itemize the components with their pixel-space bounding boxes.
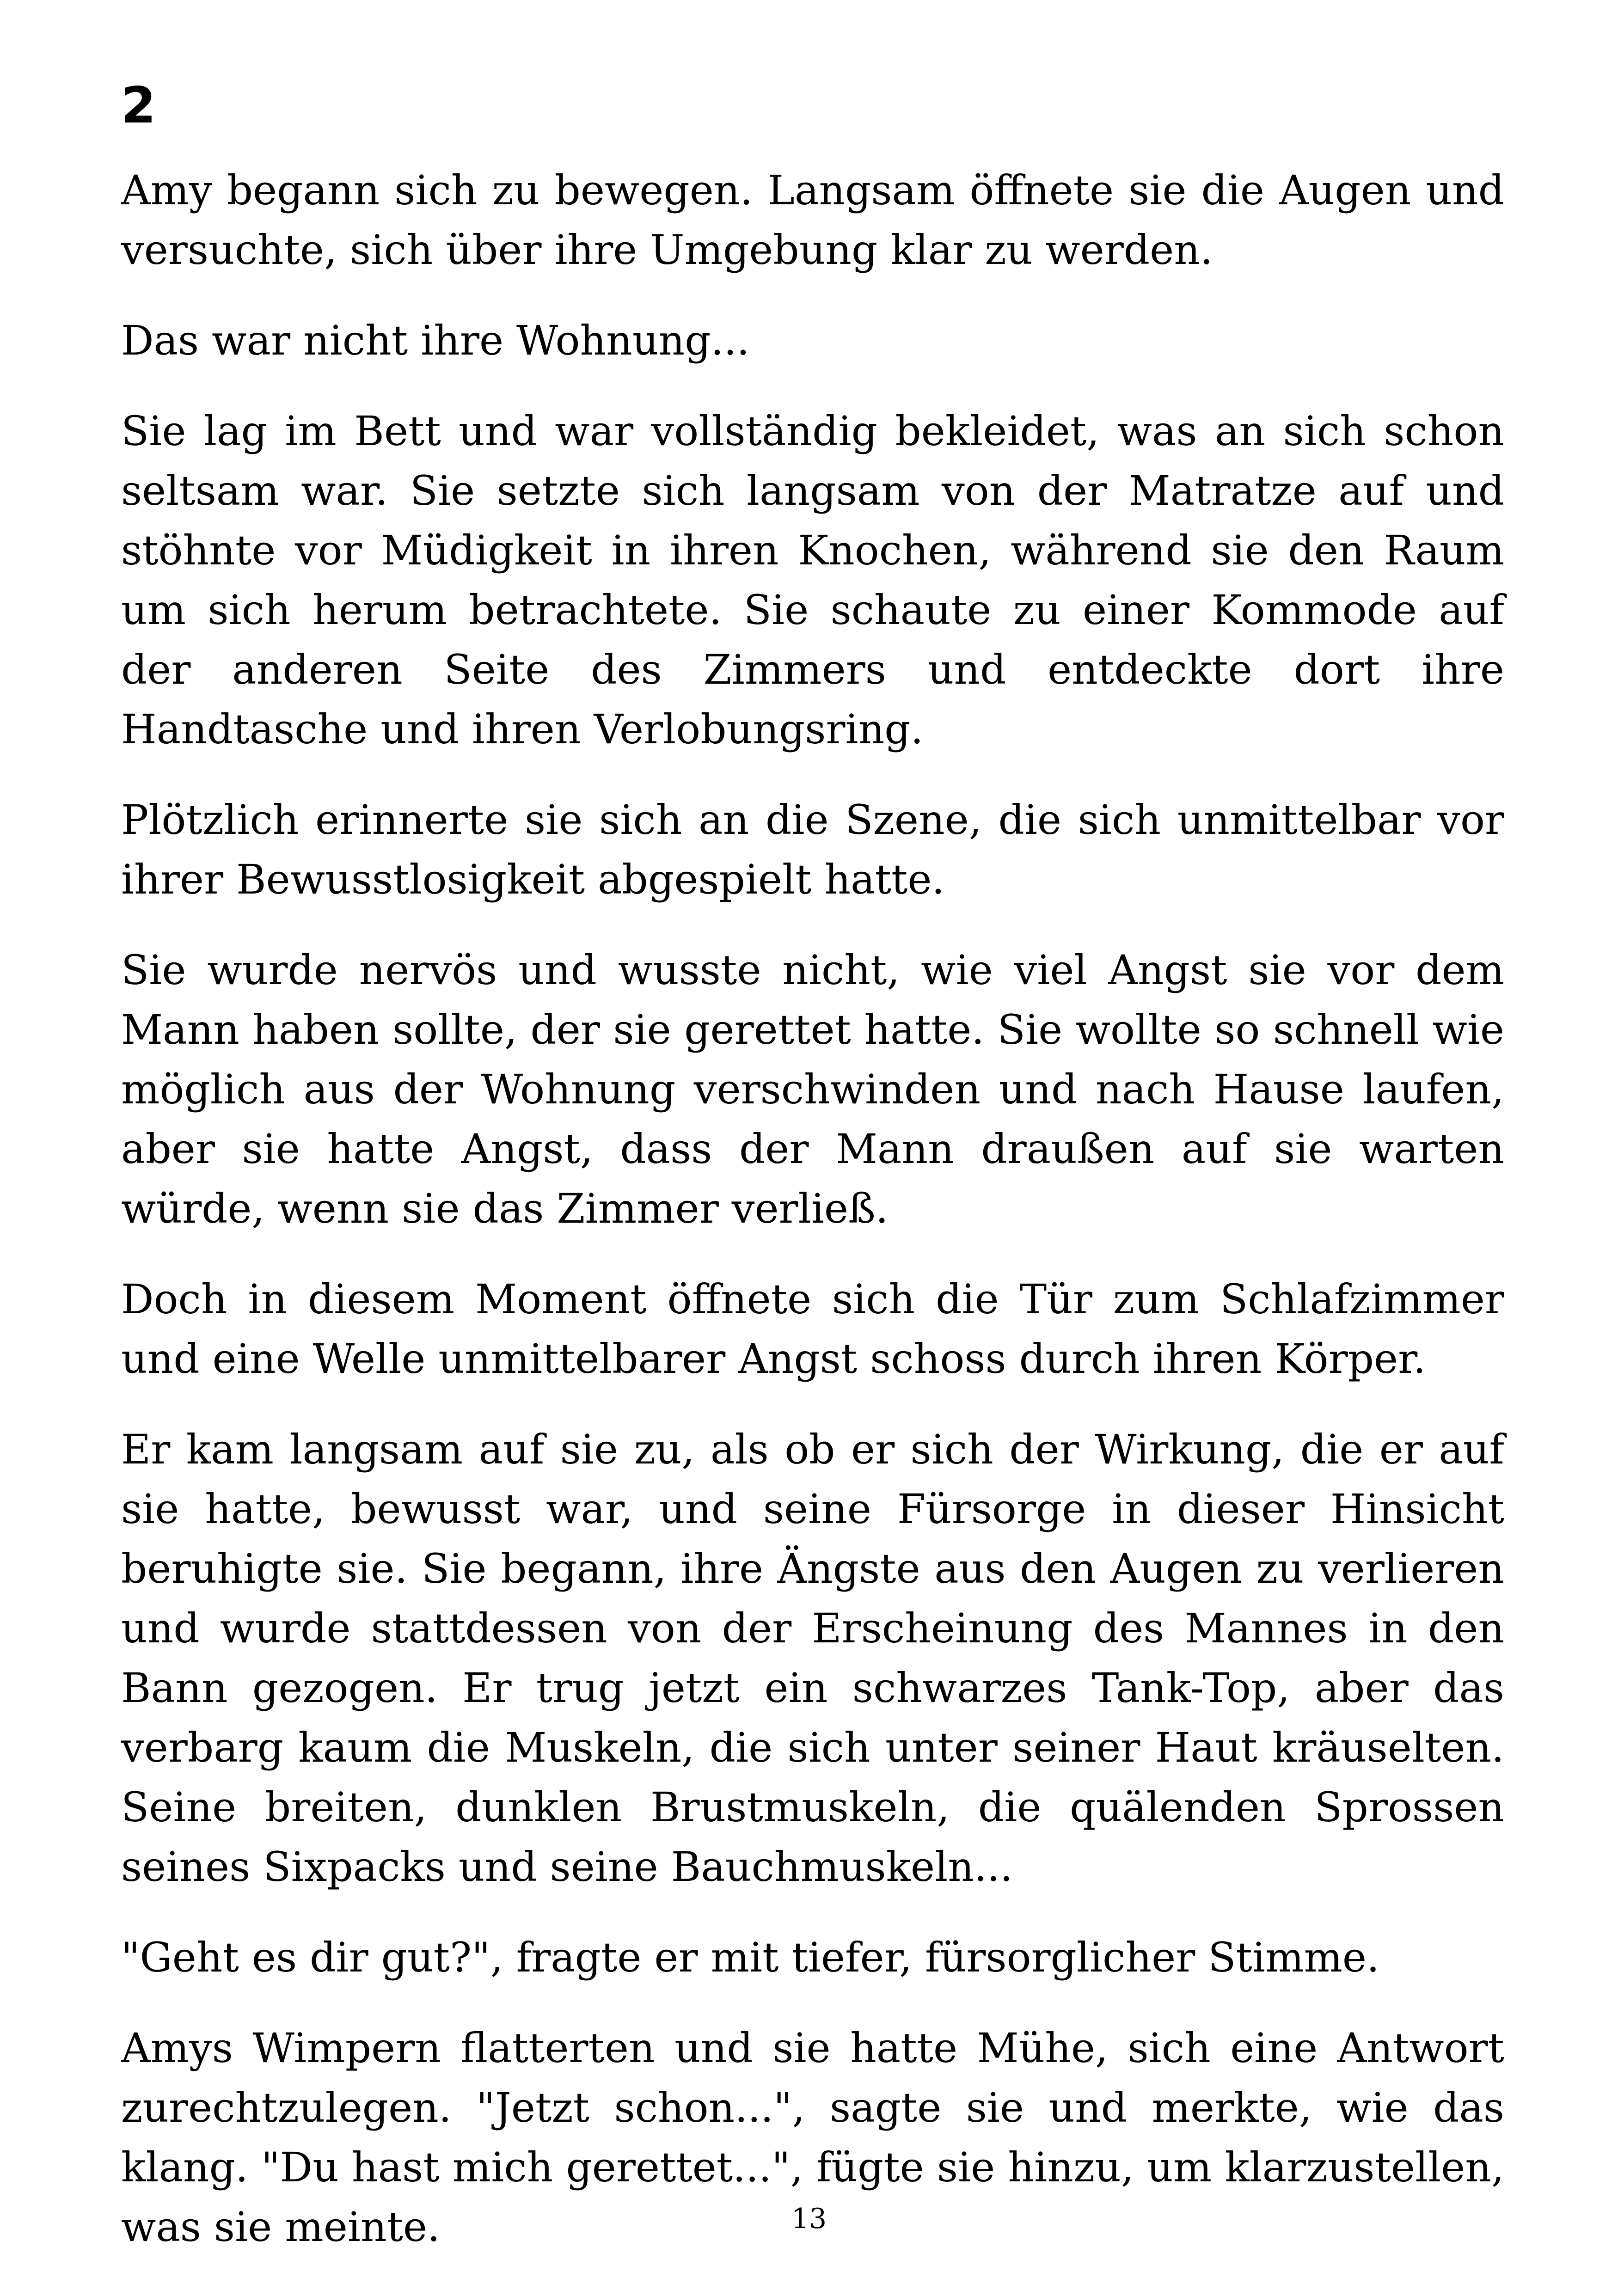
paragraph: Er kam langsam auf sie zu, als ob er sich der Wirkung, die er auf sie hatte, bewusst war, und seine Fürsorge in dieser Hinsicht beruhigte sie. Sie begann, ihre Ängste aus den Augen zu verlieren und wurde stattdessen von der Erscheinung des Mannes in den Bann gezogen. Er trug jetzt ein schwarzes Tank-Top, aber das verbarg kaum die Muskeln, die sich unter seiner Haut kräuselten. Seine breiten, dunklen Brustmuskeln, die quälenden Sprossen seines Sixpacks und seine Bauchmuskeln... [121, 1426, 1504, 1891]
paragraph: Sie lag im Bett und war vollständig bekleidet, was an sich schon seltsam war. Sie setzte sich langsam von der Matratze auf und stöhnte vor Müdigkeit in ihren Knochen, während sie den Raum um sich herum betrachtete. Sie schaute zu einer Kommode auf der anderen Seite des Zimmers und entdeckte dort ihre Handtasche und ihren Verlobungsring. [121, 407, 1504, 753]
paragraph: Sie wurde nervös und wusste nicht, wie viel Angst sie vor dem Mann haben sollte, der sie gerettet hatte. Sie wollte so schnell wie möglich aus der Wohnung verschwinden und nach Hause laufen, aber sie hatte Angst, dass der Mann draußen auf sie warten würde, wenn sie das Zimmer verließ. [121, 946, 1504, 1232]
paragraph: Amy begann sich zu bewegen. Langsam öffnete sie die Augen und versuchte, sich über ihre Umgebung klar zu werden. [121, 166, 1504, 274]
page-number: 13 [791, 2203, 827, 2235]
paragraph: "Geht es dir gut?", fragte er mit tiefer, fürsorglicher Stimme. [121, 1934, 1379, 1981]
paragraph: Plötzlich erinnerte sie sich an die Szene, die sich unmittelbar vor ihrer Bewusstlosigkeit abgespielt hatte. [121, 796, 1504, 903]
paragraph: Doch in diesem Moment öffnete sich die Tür zum Schlafzimmer und eine Welle unmittelbarer Angst schoss durch ihren Körper. [121, 1275, 1504, 1383]
chapter-number: 2 [121, 77, 156, 135]
paragraph: Das war nicht ihre Wohnung... [121, 317, 750, 364]
paragraph: Amys Wimpern flatterten und sie hatte Mühe, sich eine Antwort zurechtzulegen. "Jetzt schon...", sagte sie und merkte, wie das klang. "Du hast mich gerettet...", fügte sie hinzu, um klarzustellen, was sie meinte. [121, 2024, 1504, 2251]
chapter-text [121, 160, 1504, 2288]
